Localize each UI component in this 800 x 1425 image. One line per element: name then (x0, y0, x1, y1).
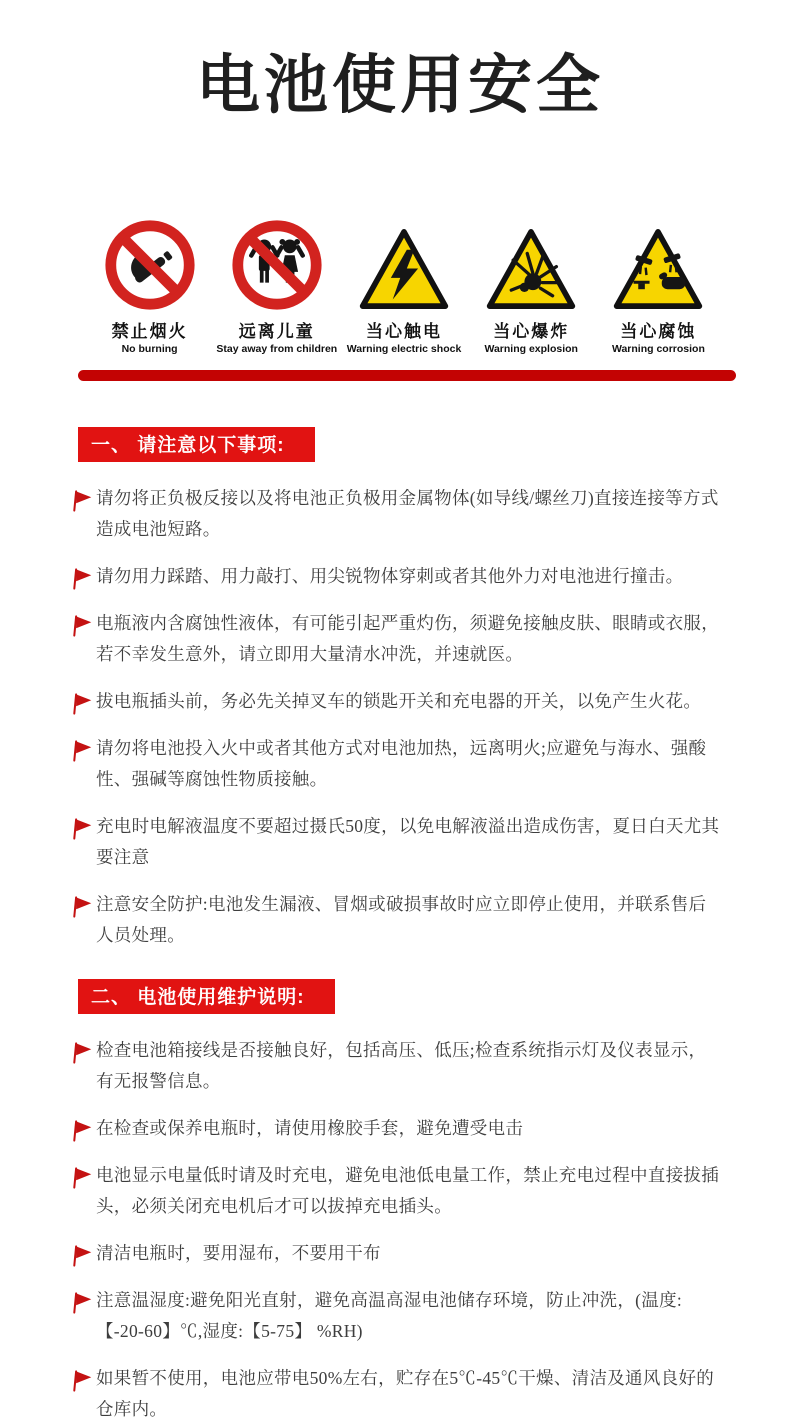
explosion-warning-icon (484, 212, 578, 314)
flag-icon (72, 1368, 96, 1425)
sign-label-en: Warning explosion (484, 343, 578, 355)
list-item-text: 请勿用力踩踏、用力敲打、用尖锐物体穿刺或者其他外力对电池进行撞击。 (96, 566, 684, 586)
electric-shock-warning-icon (357, 212, 451, 314)
section-precautions (78, 427, 740, 951)
list-item (78, 561, 740, 592)
flag-icon (72, 488, 96, 545)
list-item (78, 1160, 740, 1222)
flag-icon (72, 566, 96, 592)
list-item-text: 拔电瓶插头前，务必先关掉叉车的锁匙开关和充电器的开关，以免产生火花。 (96, 691, 702, 711)
section-2-list (78, 1035, 740, 1425)
flag-icon (72, 1040, 96, 1097)
sign-label-en: Warning corrosion (611, 343, 705, 355)
list-item-text: 电池显示电量低时请及时充电，避免电池低电量工作，禁止充电过程中直接拔插头，必须关闭充电机后才可以拔掉充电插头。 (96, 1165, 719, 1216)
flag-icon (72, 691, 96, 717)
list-item-text: 请勿将正负极反接以及将电池正负极用金属物体(如导线/螺丝刀)直接连接等方式造成电池短路。 (96, 488, 719, 539)
safety-sign-no-burning (86, 212, 213, 355)
list-item-text: 在检查或保养电瓶时，请使用橡胶手套，避免遭受电击 (96, 1118, 524, 1138)
list-item (78, 1113, 740, 1144)
section-1-list (78, 483, 740, 951)
flag-icon (72, 738, 96, 795)
sign-label-en: No burning (121, 343, 178, 355)
list-item-text: 清洁电瓶时，要用湿布，不要用干布 (96, 1243, 381, 1263)
list-item (78, 608, 740, 670)
list-item (78, 1238, 740, 1269)
page-title: 电池使用安全 (196, 49, 604, 121)
sign-label-zh: 当心触电 (366, 322, 442, 341)
list-item (78, 1363, 740, 1425)
list-item (78, 483, 740, 545)
section-1-heading: 一、 请注意以下事项: (78, 427, 315, 462)
safety-sign-explosion (468, 212, 595, 355)
list-item-text: 请勿将电池投入火中或者其他方式对电池加热，远离明火;应避免与海水、强酸性、强碱等腐蚀性物质接触。 (96, 738, 707, 789)
list-item (78, 733, 740, 795)
list-item-text: 如果暂不使用，电池应带电50%左右，贮存在5℃-45℃干燥、清洁及通风良好的仓库内。 (96, 1368, 715, 1419)
sign-label-zh: 当心爆炸 (493, 322, 570, 341)
section-maintenance (78, 979, 740, 1425)
list-item (78, 1285, 740, 1347)
no-burning-icon (101, 212, 199, 314)
flag-icon (72, 1165, 96, 1222)
flag-icon (72, 1243, 96, 1269)
flag-icon (72, 1118, 96, 1144)
safety-sign-corrosion (595, 212, 722, 355)
sign-label-zh: 当心腐蚀 (620, 322, 697, 341)
flag-icon (72, 1290, 96, 1347)
corrosion-warning-icon (611, 212, 705, 314)
stay-away-children-icon (228, 212, 326, 314)
sign-label-zh: 远离儿童 (238, 322, 315, 341)
sign-label-zh: 禁止烟火 (111, 322, 188, 341)
sign-label-en: Stay away from children (216, 343, 338, 355)
list-item-text: 充电时电解液温度不要超过摄氏50度，以免电解液溢出造成伤害，夏日白天尤其要注意 (96, 816, 720, 867)
sign-label-en: Warning electric shock (346, 343, 462, 355)
list-item-text: 电瓶液内含腐蚀性液体，有可能引起严重灼伤，须避免接触皮肤、眼睛或衣服，若不幸发生意外，请立即用大量清水冲洗，并速就医。 (96, 613, 719, 664)
list-item (78, 889, 740, 951)
safety-signs-row (86, 212, 722, 355)
flag-icon (72, 894, 96, 951)
flag-icon (72, 816, 96, 873)
list-item-text: 注意温湿度:避免阳光直射，避免高温高湿电池储存环境，防止冲洗，(温度:【-20-60】℃,湿度:【5-75】 %RH) (96, 1290, 683, 1341)
list-item-text: 注意安全防护:电池发生漏液、冒烟或破损事故时应立即停止使用，并联系售后人员处理。 (96, 894, 707, 945)
list-item (78, 686, 740, 717)
safety-sign-stay-away-children (213, 212, 340, 355)
list-item-text: 检查电池箱接线是否接触良好，包括高压、低压;检查系统指示灯及仪表显示，有无报警信息。 (96, 1040, 707, 1091)
safety-sign-electric-shock (340, 212, 467, 355)
section-2-heading: 二、 电池使用维护说明: (78, 979, 335, 1014)
list-item (78, 811, 740, 873)
flag-icon (72, 613, 96, 670)
red-divider-bar (78, 370, 736, 381)
list-item (78, 1035, 740, 1097)
